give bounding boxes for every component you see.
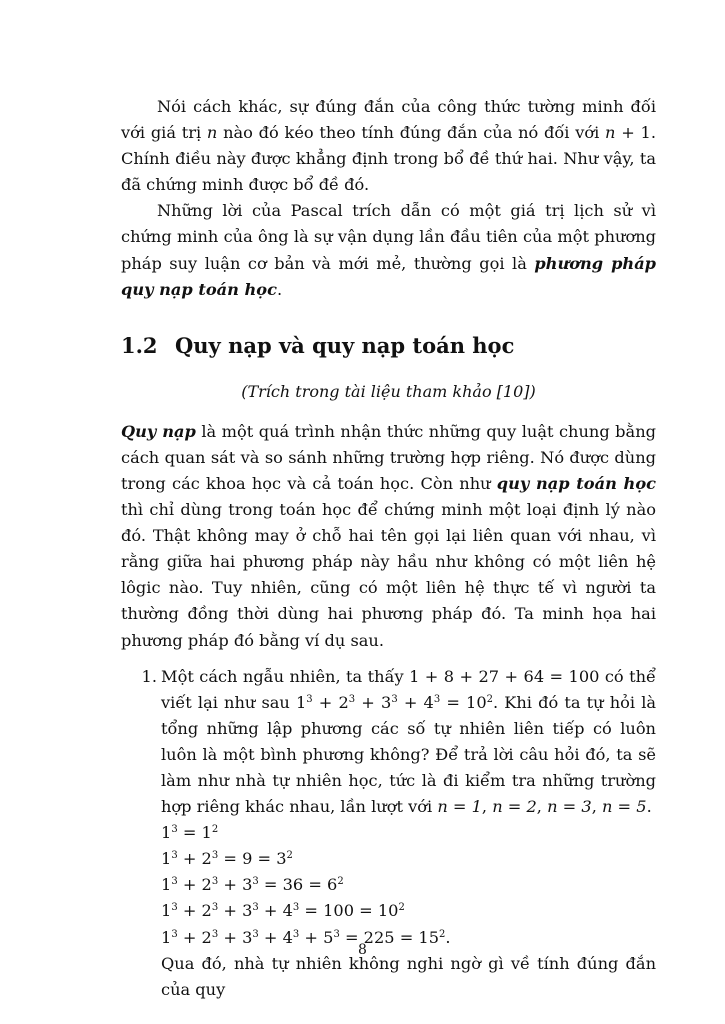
page-body	[121, 94, 656, 1003]
citation-note: (Trích trong tài liệu tham khảo [10])	[241, 381, 536, 401]
section-title: Quy nạp và quy nạp toán học	[175, 332, 515, 358]
section-heading	[121, 313, 656, 379]
item-text: Một cách ngẫu nhiên, ta thấy 1 + 8 + 27 + 64 = 100 có thể viết lại như sau $1^3 + 2^3 + 3^3 + 4^3 = 10^2$. Khi đó ta tự hỏi là tổng những lập phương các số tự nhiên liên tiếp có luôn luôn là một bình phương không? Để trả lời câu hỏi đó, ta sẽ làm như nhà tự nhiên học, tức là đi kiểm tra những trường hợp riêng khác nhau, lần lượt với n = 1, n = 2, n = 3, n = 5.	[161, 666, 657, 817]
equation-n2: $1^3 + 2^3 = 9 = 3^2$	[161, 849, 293, 869]
paragraph-3: Quy nạp là một quá trình nhận thức những quy luật chung bằng cách quan sát và so sánh những trường hợp riêng. Nó được dùng trong các khoa học và cả toán học. Còn như quy nạp toán học thì chỉ dùng trong toán học để chứng minh một loại định lý nào đó. Thật không may ở chỗ hai tên gọi lại liên quan với nhau, vì rằng giữa hai phương pháp này hầu như không có một liên hệ lôgic nào. Tuy nhiên, cũng có một liên hệ thực tế vì người ta thường đồng thời dùng hai phương pháp đó. Ta minh họa hai phương pháp đó bằng ví dụ sau.	[121, 421, 656, 650]
page-number: 8	[358, 942, 367, 958]
equation-n5: $1^3 + 2^3 + 3^3 + 4^3 + 5^3 = 225 = 15^2$.	[161, 927, 451, 947]
section-number: 1.2	[121, 332, 158, 358]
paragraph-1: Nói cách khác, sự đúng đắn của công thức tường minh đối với giá trị n nào đó kéo theo tính đúng đắn của nó đối với n + 1. Chính điều này được khẳng định trong bổ đề thứ hai. Như vậy, ta đã chứng minh được bổ đề đó.	[121, 97, 656, 195]
paragraph-2: Những lời của Pascal trích dẫn có một giá trị lịch sử vì chứng minh của ông là sự vận dụng lần đầu tiên của một phương pháp suy luận cơ bản và mới mẻ, thường gọi là phương pháp quy nạp toán học.	[121, 201, 656, 299]
equation-n4: $1^3 + 2^3 + 3^3 + 4^3 = 100 = 10^2$	[161, 901, 405, 921]
list-marker: 1.	[141, 666, 157, 686]
emphasis-term: phương pháp quy nạp toán học	[121, 253, 656, 299]
equation-n1: $1^3 = 1^2$	[161, 823, 219, 843]
item-continuation: Qua đó, nhà tự nhiên không nghi ngờ gì về tính đúng đắn của quy	[161, 953, 656, 999]
equation-n3: $1^3 + 2^3 + 3^3 = 36 = 6^2$	[161, 875, 344, 895]
